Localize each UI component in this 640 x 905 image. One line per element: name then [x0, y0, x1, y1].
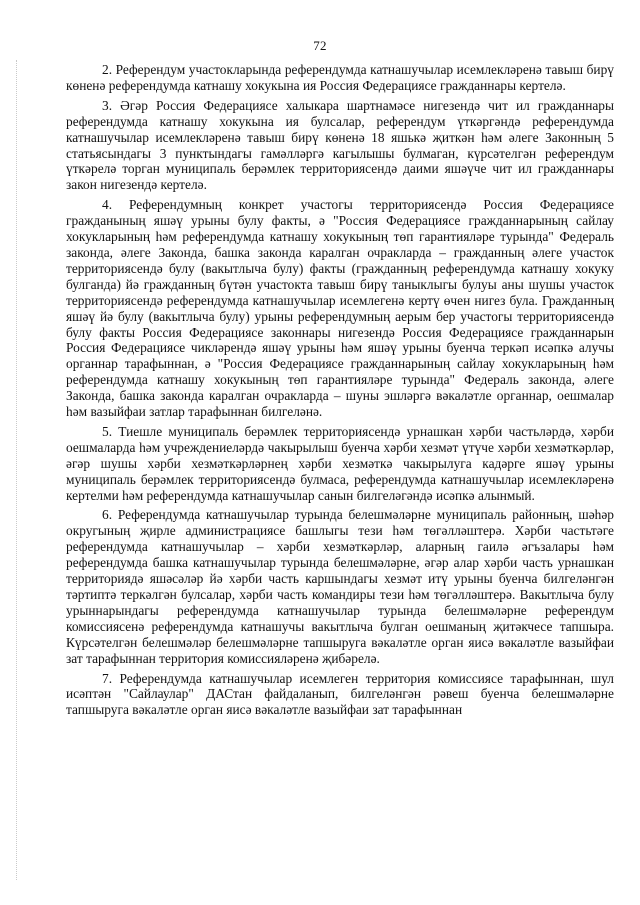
paragraph-4: 4. Референдумның конкрет участогы территориясендә Россия Федерациясе гражданының яшәү урыны булу факты, ә "Россия Федерациясе гражданнарының сайлау хокукларының һәм референдумда катнашу хокукының төп гарантияләре турында" Федераль законда, әлеге Законда, башка законда каралган очракларда – гражданның әлеге участок территориясендә булу (вакытлыча булу) факты (гражданның референдумда катнашу хокуку булганда) йә гражданның бүтән участокта тавыш бирү таныклыгы булуы аны шушы участок территориясендә референдумда катнашучылар исемлегенә кертү өчен нигез була. Гражданның яшәү йә булу (вакытлыча булу) урыны референдумның аерым бер участогы территориясендә булу факты Россия Федерациясе законнары нигезендә Россия Федерациясе гражданнарын Россия Федерациясе чикләрендә яшәү урыны һәм яшәү урыны буенча теркәп исәпкә алучы органнар тарафыннан, ә "Россия Федерациясе гражданнарының сайлау хокукларының һәм референдумда катнашу хокукының төп гарантияләре турында" Федераль законда, әлеге Законда, башка законда каралган очракларда – шуны эшләргә вәкаләтле органнар, оешмалар һәм вазыйфаи затлар тарафыннан билгеләнә.	[66, 197, 614, 420]
paragraph-3: 3. Әгәр Россия Федерациясе халыкара шартнамәсе нигезендә чит ил гражданнары референдумда катнашу хокукына ия булсалар, референдум үткәргәндә референдумда катнашучылар исемлекләренә тавыш бирү көненә 18 яшькә җиткән һәм әлеге Законның 5 статьясындагы 3 пунктындагы гамәлләргә кагылышы булмаган, күрсәтелгән референдум үткәрелә торган муниципаль берәмлек территориясендә даими яшәүче чит ил гражданнары закон нигезендә кертелә.	[66, 97, 614, 193]
paragraph-5: 5. Тиешле муниципаль берәмлек территориясендә урнашкан хәрби частьләрдә, хәрби оешмаларда һәм учреждениеләрдә чакырылыш буенча хәрби хезмәт үтүче хәрби хезмәткәрләр, әгәр шушы хәрби хезмәткәрләрнең хәрби хезмәткә чакырылуга кадәрге яшәү урыны муниципаль берәмлек территориясендә булмаса, референдумда катнашучылар исемлекләренә кертелми һәм референдумда катнашучылар санын билгеләгәндә исәпкә алынмый.	[66, 423, 614, 503]
paragraph-6: 6. Референдумда катнашучылар турында белешмәләрне муниципаль районның, шәһәр округының җирле администрациясе башлыгы тези һәм төгәлләштерә. Хәрби частьтәге референдумда катнашучылар – хәрби хезмәткәрләр, аларның гаилә әгъзалары һәм референдумда башка катнашучылар турында белешмәләрне, әгәр алар хәрби часть урнашкан территориядә яшәсәләр йә хәрби часть каршындагы хезмәт итү урыны буенча билгеләнгән тәртиптә теркәлгән булсалар, хәрби часть командиры тези һәм төгәлләштерә. Вакытлыча булу урыннарындагы референдумда катнашучылар турында белешмәләрне референдум комиссиясенә референдумда катнашучы вакытлыча булган оешманың җитәкчесе тапшыра. Күрсәтелгән белешмәләр белешмәләрне тапшыруга вәкаләтле орган яисә вәкаләтле вазыйфаи зат тарафыннан территория комиссияләренә җибәрелә.	[66, 507, 614, 666]
body-text	[66, 62, 614, 718]
paragraph-7: 7. Референдумда катнашучылар исемлеген территория комиссиясе тарафыннан, шул исәптән "Сайлаулар" ДАСтан файдаланып, билгеләнгән рәвеш буенча белешмәләрне тапшыруга вәкаләтле орган яисә вәкаләтле вазыйфаи зат тарафыннан	[66, 670, 614, 718]
page-number: 72	[313, 38, 327, 53]
page-binding-edge	[16, 60, 18, 880]
paragraph-2: 2. Референдум участокларында референдумда катнашучылар исемлекләренә тавыш бирү көненә референдумда катнашу хокукына ия Россия Федерациясе гражданнары кертелә.	[66, 62, 614, 93]
